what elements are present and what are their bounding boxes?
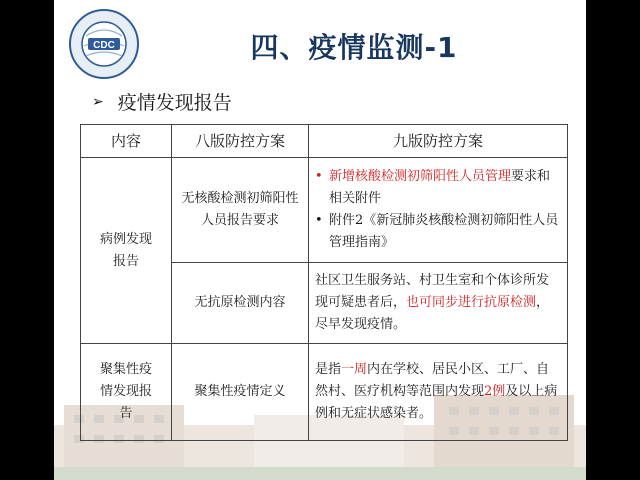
table-row [81,344,568,441]
slide [54,0,586,480]
table-row [81,158,568,263]
bullet-dot-icon: • [315,169,323,184]
comparison-table [80,124,568,441]
list-item: • 新增核酸检测初筛阳性人员管理要求和相关附件 [315,166,561,210]
section-heading [92,88,232,115]
row2-v8: 无抗原检测内容 [172,263,309,344]
cdc-logo [66,6,142,82]
row3-v9: 是指一周内在学校、居民小区、工厂、自然村、医疗机构等范围内发现2例及以上病例和无症状感染者。 [309,344,568,441]
section-label-case-report: 病例发现报告 [81,158,172,344]
list-item: • 附件2《新冠肺炎核酸检测初筛阳性人员管理指南》 [315,210,561,254]
header-v8: 八版防控方案 [172,125,309,158]
header-v9: 九版防控方案 [309,125,568,158]
page-title: 四、疫情监测-1 [250,31,458,64]
section-heading-text: 疫情发现报告 [117,92,232,114]
table-header-row [81,125,568,158]
row1-v9 [309,158,568,263]
section-label-cluster-report: 聚集性疫情发现报告 [81,344,172,441]
row1-v8: 无核酸检测初筛阳性人员报告要求 [172,158,309,263]
bullet-dot-icon: • [315,213,323,228]
arrow-bullet-icon: ➢ [92,93,104,110]
row3-v8: 聚集性疫情定义 [172,344,309,441]
header-content: 内容 [81,125,172,158]
svg-text:CDC: CDC [93,40,115,51]
row2-v9: 社区卫生服务站、村卫生室和个体诊所发现可疑患者后，也可同步进行抗原检测，尽早发现疫情。 [309,263,568,344]
